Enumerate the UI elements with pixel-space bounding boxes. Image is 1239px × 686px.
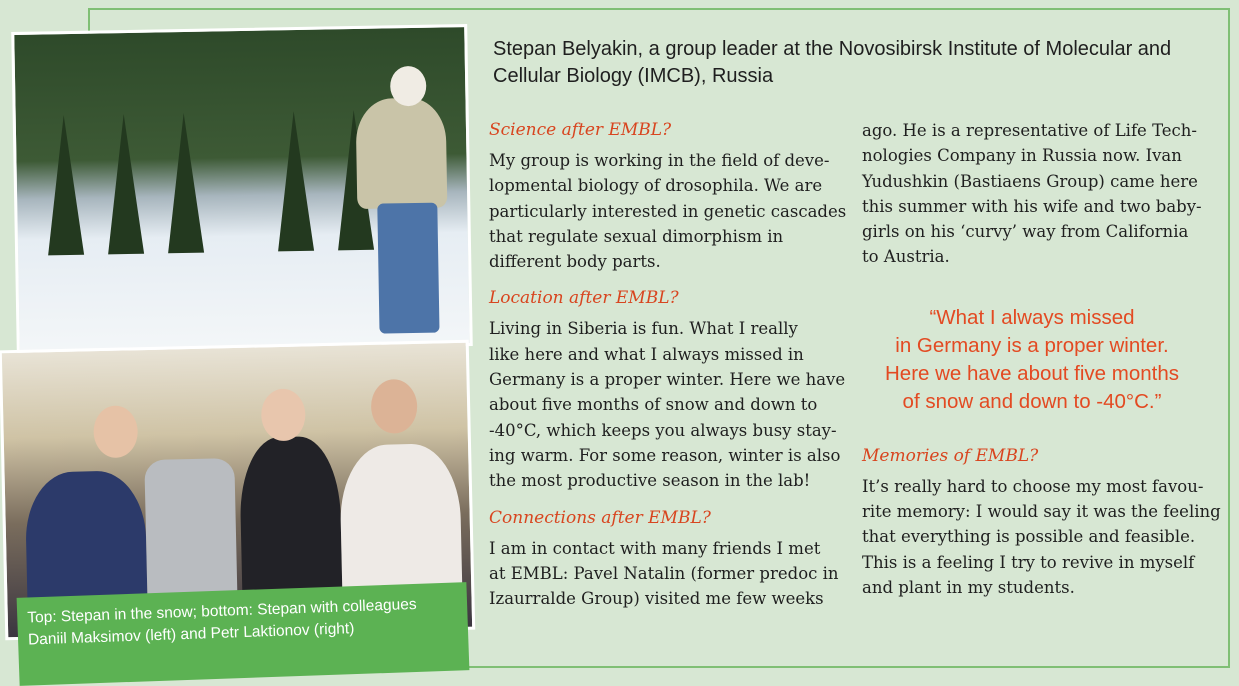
para-location: Living in Siberia is fun. What I really like here and what I always missed in Germany is a proper winter. Here we have about five months of snow and down to -40°C, which keeps you always busy stay- ing warm. For some reason, winter is also the most productive season in the lab! [489, 319, 846, 491]
profile-header: Stepan Belyakin, a group leader at the Novosibirsk Institute of Molecular and Cellular Biology (IMCB), Russia [493, 38, 1172, 87]
para-connections-continued: ago. He is a representative of Life Tech- nologies Company in Russia now. Ivan Yudushkin (Bastiaens Group) came here this summer with his wife and two baby- girls on his ‘curvy’ way from California to Austria. [862, 121, 1202, 267]
heading-location: Location after EMBL? [489, 288, 679, 309]
pull-quote: “What I always missed in Germany is a proper winter. Here we have about five months of snow and down to -40°C.” [885, 305, 1179, 413]
text-column-left [489, 118, 849, 623]
heading-connections: Connections after EMBL? [489, 507, 711, 528]
para-connections: I am in contact with many friends I met at EMBL: Pavel Natalin (former predoc in Izaurralde Group) visited me few weeks [489, 538, 839, 609]
para-memories: It’s really hard to choose my most favou- rite memory: I would say it was the feeling that everything is possible and feasible. This is a feeling I try to revive in myself and plant in my students. [862, 476, 1221, 597]
photo-snow-forest [11, 24, 473, 354]
para-science: My group is working in the field of deve- lopmental biology of drosophila. We are particularly interested in genetic cascades that regulate sexual dimorphism in different body parts. [489, 151, 847, 272]
heading-memories: Memories of EMBL? [862, 445, 1039, 466]
heading-science: Science after EMBL? [489, 120, 672, 140]
text-column-right [862, 118, 1222, 612]
photo-caption: Top: Stepan in the snow; bottom: Stepan with colleagues Daniil Maksimov (left) and Petr Laktionov (right) [17, 582, 470, 686]
